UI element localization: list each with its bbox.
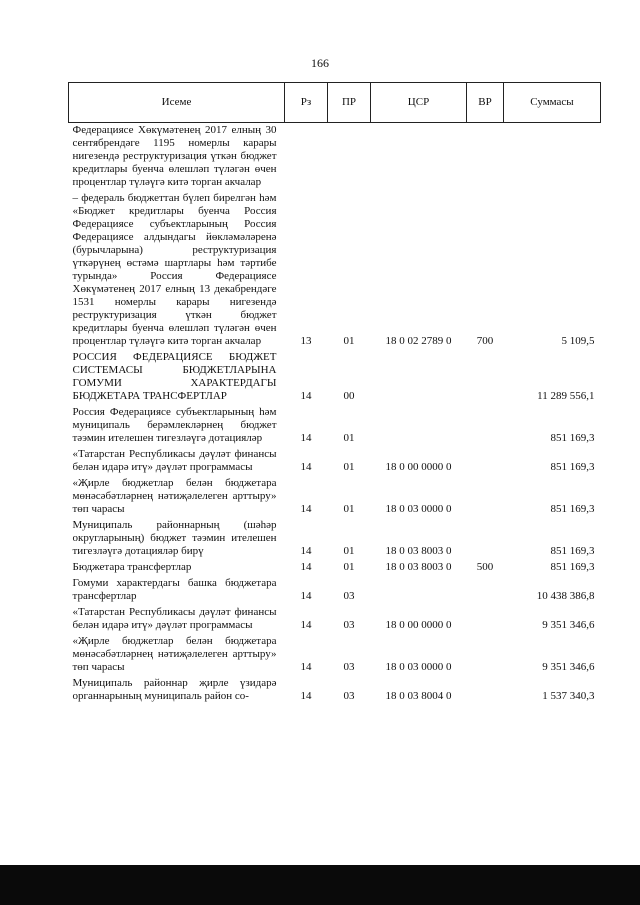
row-rz: 14	[300, 461, 312, 473]
row-sum: 851 169,3	[550, 432, 595, 444]
row-csr: 18 0 03 8004 0	[385, 690, 452, 702]
table-body	[69, 123, 601, 706]
row-name: РОССИЯ ФЕДЕРАЦИЯСЕ БЮДЖЕТ СИСТЕМАСЫ БЮДЖЕТЛАРЫНА ГОМУМИ ХАРАКТЕРДАГЫ БЮДЖЕТАРА ТРАНСФЕРТЛАР	[72, 351, 277, 402]
header-sum: Суммасы	[504, 83, 601, 123]
row-vr	[467, 476, 504, 518]
row-csr: 18 0 03 0000 0	[385, 661, 452, 673]
row-vr	[467, 676, 504, 705]
row-rz: 14	[300, 390, 312, 402]
table-row	[69, 191, 601, 350]
table-row	[69, 676, 601, 705]
row-vr	[467, 634, 504, 676]
row-sum: 10 438 386,8	[536, 590, 595, 602]
table-row	[69, 123, 601, 192]
row-sum: 9 351 346,6	[542, 619, 595, 631]
row-pr: 03	[343, 661, 355, 673]
row-pr: 01	[343, 335, 355, 347]
row-csr	[371, 123, 467, 192]
header-rz: Рз	[285, 83, 328, 123]
row-csr: 18 0 00 0000 0	[385, 619, 452, 631]
table-row	[69, 350, 601, 405]
row-pr: 03	[343, 590, 355, 602]
row-sum	[504, 123, 601, 192]
row-name: Федерациясе Хөкүмәтенең 2017 елның 30 сентябрендәге 1195 номерлы карары нигезендә реструктуризация үткән бюджет кредитлары буенча өлешләп түләгән өчен процентлар түләүгә китә торган акчалар	[72, 124, 277, 188]
page-number: 166	[311, 56, 329, 70]
row-csr: 18 0 03 8003 0	[385, 561, 452, 573]
table-row	[69, 476, 601, 518]
row-name: Гомуми характердагы башка бюджетара трансфертлар	[72, 577, 277, 602]
row-sum: 9 351 346,6	[542, 661, 595, 673]
row-name: «Җирле бюджетлар белән бюджетара мөнәсәбәтләрнең нәтиҗәлелеген арттыру» төп чарасы	[72, 635, 277, 673]
row-sum: 1 537 340,3	[542, 690, 595, 702]
row-csr: 18 0 02 2789 0	[385, 335, 452, 347]
table-row	[69, 405, 601, 447]
row-csr	[371, 350, 467, 405]
row-name: «Татарстан Республикасы дәүләт финансы белән идарә итү» дәүләт программасы	[72, 606, 277, 631]
row-sum: 851 169,3	[550, 503, 595, 515]
row-csr	[371, 405, 467, 447]
row-pr: 03	[343, 690, 355, 702]
table-row	[69, 634, 601, 676]
row-name: Бюджетара трансфертлар	[72, 561, 192, 573]
row-vr	[467, 605, 504, 634]
row-csr	[371, 576, 467, 605]
row-pr: 01	[343, 545, 355, 557]
row-sum: 11 289 556,1	[537, 390, 595, 402]
budget-table	[68, 82, 601, 705]
row-sum: 851 169,3	[550, 461, 595, 473]
row-csr: 18 0 00 0000 0	[385, 461, 452, 473]
row-pr: 01	[343, 503, 355, 515]
header-csr: ЦСР	[371, 83, 467, 123]
table-header	[69, 83, 601, 123]
row-pr	[328, 123, 371, 192]
table-row	[69, 576, 601, 605]
row-rz: 14	[300, 503, 312, 515]
row-vr	[467, 123, 504, 192]
table-row	[69, 605, 601, 634]
table-row	[69, 560, 601, 576]
row-pr: 01	[343, 461, 355, 473]
row-pr: 01	[343, 561, 355, 573]
header-pr: ПР	[328, 83, 371, 123]
row-rz: 14	[300, 661, 312, 673]
row-csr: 18 0 03 0000 0	[385, 503, 452, 515]
table-row	[69, 447, 601, 476]
header-name: Исеме	[69, 83, 285, 123]
row-sum: 851 169,3	[550, 561, 595, 573]
row-vr: 500	[476, 561, 494, 573]
row-rz: 14	[300, 690, 312, 702]
row-name: Муниципаль районнарның (шәһәр округларының) бюджет тәэмин ителешен тигезләүгә дотацияләр бирү	[72, 519, 277, 557]
row-rz: 14	[300, 619, 312, 631]
row-rz: 14	[300, 590, 312, 602]
row-vr	[467, 447, 504, 476]
row-name: Муниципаль районнар җирле үзидарә органнарының муниципаль район со-	[72, 677, 277, 702]
row-name: «Татарстан Республикасы дәүләт финансы белән идарә итү» дәүләт программасы	[72, 448, 277, 473]
header-vr: ВР	[467, 83, 504, 123]
row-name: «Җирле бюджетлар белән бюджетара мөнәсәбәтләрнең нәтиҗәлелеген арттыру» төп чарасы	[72, 477, 277, 515]
row-sum: 851 169,3	[550, 545, 595, 557]
row-rz	[285, 123, 328, 192]
row-pr: 01	[343, 432, 355, 444]
row-rz: 14	[300, 432, 312, 444]
row-name: – федераль бюджеттан бүлеп бирелгән һәм «Бюджет кредитлары буенча Россия Федерациясе субъектларының Россия Федерациясе алдындагы йөкләмәләренә (бурычларына) реструктуризация үткәрүнең өстәмә шартлары һәм тәртибе турында» Россия Федерациясе Хөкүмәтенең 2017 елның 13 декабрендәге 1531 номерлы карары нигезендә реструктуризация үткән бюджет кредитлары буенча өлешләп түләгән өчен процентлар түләүгә китә торган акчалар	[72, 192, 277, 347]
scan-bottom-edge	[0, 865, 640, 905]
row-rz: 14	[300, 561, 312, 573]
row-vr	[467, 405, 504, 447]
row-name: Россия Федерациясе субъектларының һәм муниципаль берәмлекләрнең бюджет тәэмин ителешен тигезләүгә дотацияләр	[72, 406, 277, 444]
row-sum: 5 109,5	[561, 335, 595, 347]
row-vr	[467, 350, 504, 405]
row-vr: 700	[476, 335, 494, 347]
row-vr	[467, 518, 504, 560]
row-vr	[467, 576, 504, 605]
row-pr: 00	[343, 390, 355, 402]
row-pr: 03	[343, 619, 355, 631]
table-row	[69, 518, 601, 560]
row-rz: 14	[300, 545, 312, 557]
row-rz: 13	[300, 335, 312, 347]
row-csr: 18 0 03 8003 0	[385, 545, 452, 557]
